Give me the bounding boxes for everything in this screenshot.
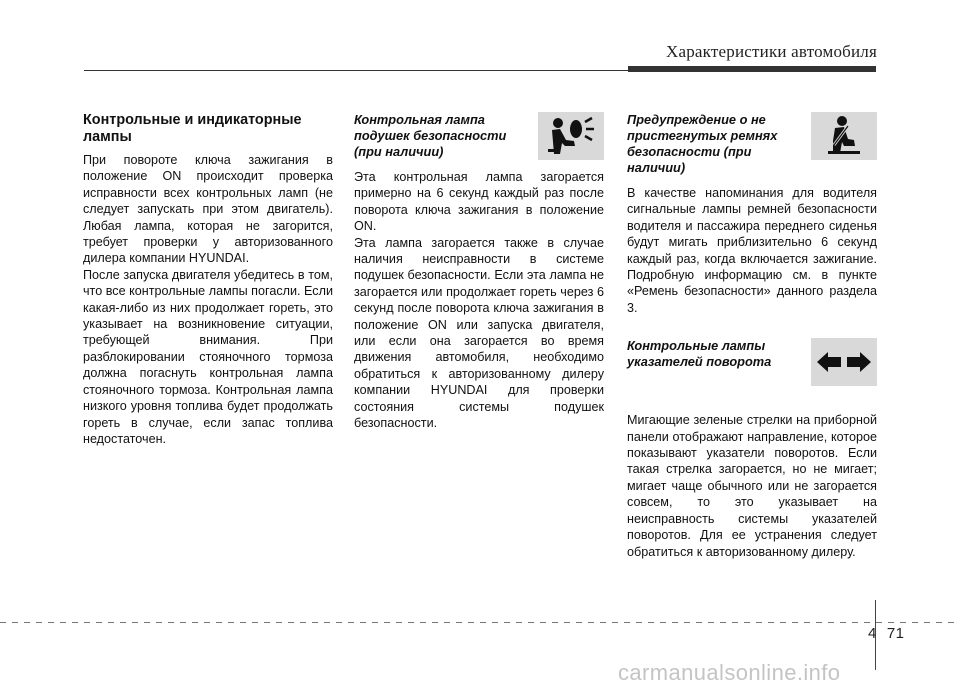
footer-dashed-rule xyxy=(0,622,960,623)
page-number-value: 71 xyxy=(886,625,905,642)
column-3 xyxy=(627,112,877,560)
watermark: carmanualsonline.info xyxy=(618,660,841,685)
subsection-heading: Контрольные лампы указателей поворота xyxy=(627,338,772,370)
column-1 xyxy=(83,112,333,447)
subsection-header xyxy=(627,112,877,176)
page-number xyxy=(868,625,905,642)
airbag-warning-icon xyxy=(538,112,604,160)
header-rule xyxy=(84,70,628,71)
column-2 xyxy=(354,112,604,432)
chapter-number: 4 xyxy=(868,625,877,642)
paragraph: В качестве напоминания для водителя сигнальные лампы ремней безопасности водителя и пассажира переднего сиденья будут мигать приблизительно 6 секунд каждый раз, когда включается зажигание. Подробную информацию см. в пункте «Ремень безопасности» данного раздела 3. xyxy=(627,186,877,315)
header-rule-bar xyxy=(628,66,876,72)
turn-signal-arrows-icon xyxy=(811,338,877,386)
paragraph: Эта лампа загорается также в случае наличия неисправности в системе подушек безопасности. Если эта лампа не загорается или продолжает гореть через 6 секунд после поворота ключа зажигания в положение ON или запуска двигателя, или если она загорается во время движения автомобиля, необходимо обратиться к авторизованному дилеру компании HYUNDAI для проверки состояния системы подушек безопасности. xyxy=(354,235,604,431)
seatbelt-warning-icon xyxy=(811,112,877,160)
paragraph: После запуска двигателя убедитесь в том, что все контрольные лампы погасли. Если какая-либо из них продолжает гореть, это указывает на возникновение ситуации, требующей внимания. При разблокировании стояночного тормоза должна погаснуть контрольная лампа стояночного тормоза. Контрольная лампа низкого уровня топлива будет продолжать гореть в случае, если запас топлива недостаточен. xyxy=(83,267,333,446)
paragraph: При повороте ключа зажигания в положение ON происходит проверка исправности всех контрольных ламп (не следует запускать при этом двигатель). Любая лампа, которая не загорится, требует проверки у авторизованного дилера компании HYUNDAI. xyxy=(83,153,333,266)
paragraph: Мигающие зеленые стрелки на приборной панели отображают направление, которое показывают указатели поворотов. Если такая стрелка загорается, но не мигает; мигает чаще обычного или не загорается совсем, то это указывает на неисправность системы указателей поворотов. Для ее устранения следует обратиться к авторизованному дилеру. xyxy=(627,413,877,559)
section-heading: Контрольные и индикаторные лампы xyxy=(83,112,302,145)
paragraph: Эта контрольная лампа загорается примерно на 6 секунд каждый раз после поворота ключа зажигания в положение ON. xyxy=(354,170,604,234)
subsection-heading: Предупреждение о не пристегнутых ремнях безопасности (при наличии) xyxy=(627,112,778,175)
subsection-header xyxy=(627,338,877,386)
subsection-heading: Контрольная лампа подушек безопасности (при наличии) xyxy=(354,112,507,159)
subsection-header xyxy=(354,112,604,160)
page-header-title: Характеристики автомобиля xyxy=(666,42,877,61)
